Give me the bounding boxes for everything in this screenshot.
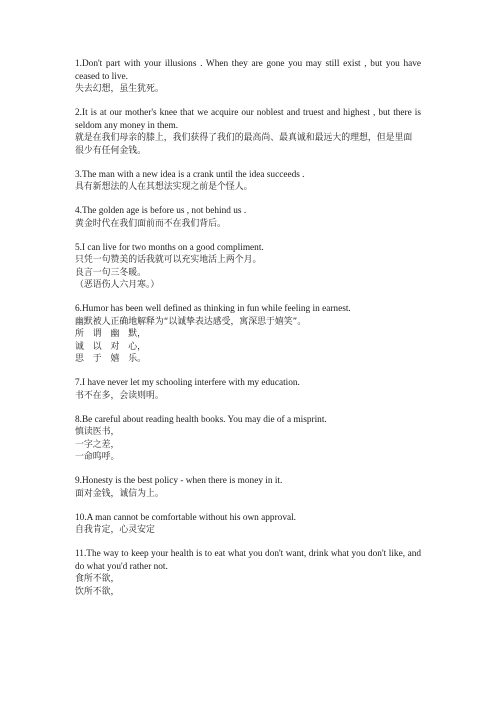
quote-chinese-line: 慎读医书， xyxy=(75,427,120,437)
quote-chinese-line: 书不在多，会读则明。 xyxy=(75,390,164,401)
quote-item xyxy=(75,548,421,598)
quote-chinese-line: 面对金钱，诚信为上。 xyxy=(75,488,164,499)
quote-chinese-line: 只凭一句赞美的话我就可以充实地活上两个月。 xyxy=(75,255,262,265)
quote-english-text: 8.Be careful about reading health books. You may die of a misprint. xyxy=(75,414,327,425)
quote-chinese-line: 思 于 嬉 乐。 xyxy=(75,354,146,364)
quote-english-text: 1.Don't part with your illusions . When they are gone you may still exist , but you have ceased to live. xyxy=(75,59,421,82)
quote-chinese-line: （恶语伤人六月寒。） xyxy=(75,280,160,290)
quote-item xyxy=(75,512,421,537)
quote-english-text: 4.The golden age is before us , not behind us . xyxy=(75,206,247,216)
quote-chinese-line: 一命呜呼。 xyxy=(75,452,120,462)
quote-item xyxy=(75,303,421,366)
quote-english-text: 5.I can live for two months on a good compliment. xyxy=(75,242,264,253)
quote-english-text: 11.The way to keep your health is to eat what you don't want, drink what you don't like, and do what you'd rather not. xyxy=(75,549,421,572)
quote-chinese-line: 食所不欲， xyxy=(75,574,120,584)
quote-chinese-line: 幽默被人正确地解释为“以诚挚表达感受，寓深思于嬉笑”。 xyxy=(75,316,307,327)
quote-chinese-line: 良言一句三冬暖。 xyxy=(75,267,146,278)
quote-english-text: 2.It is at our mother's knee that we acquire our noblest and truest and highest , but there is seldom any money in them. xyxy=(75,108,421,131)
quote-english-text: 10.A man cannot be comfortable without his own approval. xyxy=(75,512,297,523)
quote-item xyxy=(75,58,421,96)
quote-item xyxy=(75,475,421,500)
quote-chinese-line: 所 谓 幽 默， xyxy=(75,329,146,339)
quote-english-text: 9.Honesty is the best policy - when there is money in it. xyxy=(75,476,283,486)
quote-chinese-line: 诚 以 对 心， xyxy=(75,341,146,352)
quote-chinese-line: 饮所不欲， xyxy=(75,586,120,597)
quote-chinese-line: 黄金时代在我们面前而不在我们背后。 xyxy=(75,218,226,229)
quote-item xyxy=(75,242,421,292)
quote-chinese-line: 自我肯定，心灵安定 xyxy=(75,525,155,535)
quote-item xyxy=(75,107,421,157)
quote-english-text: 7.I have never let my schooling interfere with my education. xyxy=(75,378,300,388)
quote-item xyxy=(75,205,421,230)
quote-chinese-line: 具有新想法的人在其想法实现之前是个怪人。 xyxy=(75,182,253,192)
quote-item xyxy=(75,414,421,464)
quote-item xyxy=(75,169,421,194)
quote-chinese-line: 就是在我们母亲的膝上，我们获得了我们的最高尚、最真诚和最远大的理想，但是里面很少有任何金钱。 xyxy=(75,133,413,156)
quote-item xyxy=(75,377,421,402)
quote-chinese-line: 失去幻想，虽生犹死。 xyxy=(75,84,164,94)
quote-list xyxy=(75,58,421,610)
quote-english-text: 3.The man with a new idea is a crank until the idea succeeds . xyxy=(75,169,305,180)
quote-chinese-line: 一字之差， xyxy=(75,439,120,450)
quote-english-text: 6.Humor has been well defined as thinking in fun while feeling in earnest. xyxy=(75,304,351,314)
